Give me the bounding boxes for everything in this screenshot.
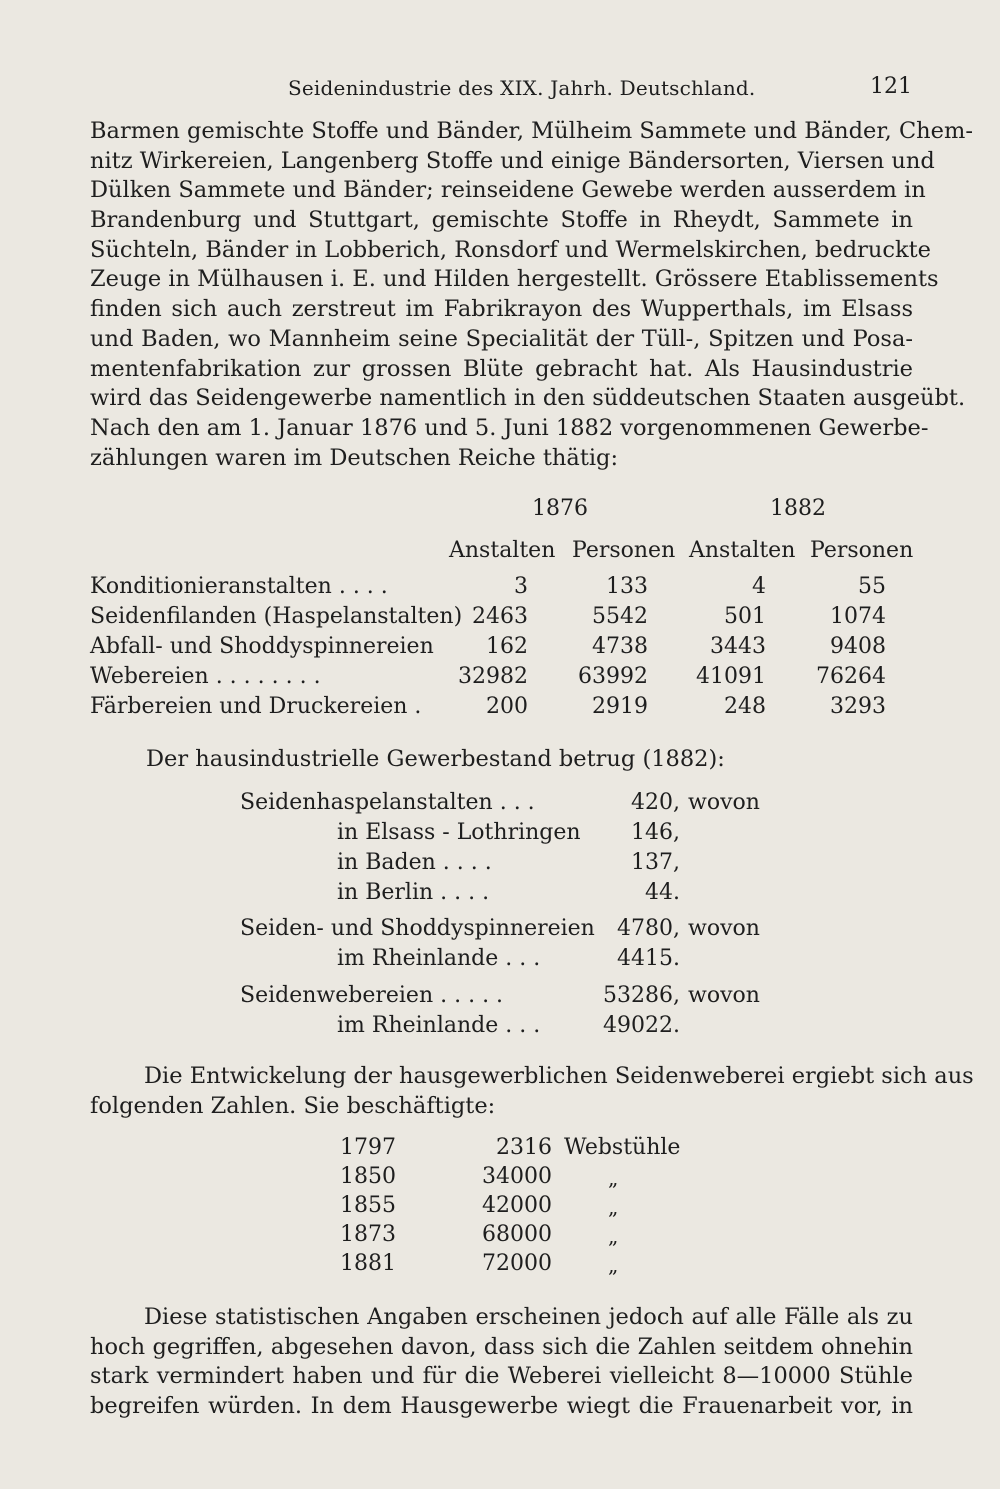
ditto-mark: „: [608, 1224, 619, 1248]
row-label: Seidenwebereien . . . . .: [240, 983, 504, 1008]
year-header-1876: 1876: [532, 496, 588, 521]
subheader-anstalten: Anstalten: [449, 538, 556, 563]
table-cell: 3: [514, 574, 528, 599]
paragraph-3: [90, 1303, 913, 1422]
count-cell: 68000: [482, 1222, 552, 1247]
row-label: Webereien . . . . . . . .: [90, 664, 321, 689]
text-line: mentenfabrikation zur grossen Blüte gebracht hat. Als Hausindustrie: [90, 355, 913, 382]
row-note: wovon: [688, 790, 760, 815]
text-line: Süchteln, Bänder in Lobberich, Ronsdorf und Wermelskirchen, bedruckte: [90, 236, 931, 263]
text-line: Barmen gemischte Stoffe und Bänder, Mülheim Sammete und Bänder, Chem-: [90, 118, 973, 144]
running-title: Seidenindustrie des XIX. Jahrh. Deutschland.: [288, 76, 756, 100]
table-cell: 501: [724, 604, 766, 629]
ditto-mark: „: [608, 1253, 619, 1277]
table-cell: 200: [486, 694, 528, 719]
row-label: in Elsass - Lothringen: [337, 820, 581, 845]
text-line: hoch gegriffen, abgesehen davon, dass sich die Zahlen seitdem ohnehin: [90, 1333, 913, 1360]
table-cell: 32982: [458, 664, 528, 689]
text-line: begreifen würden. In dem Hausgewerbe wiegt die Frauenarbeit vor, in: [90, 1393, 913, 1420]
table-cell: 4415.: [617, 946, 680, 971]
table-cell: 137,: [631, 850, 680, 875]
text-line: wird das Seidengewerbe namentlich in den süddeutschen Staaten ausgeübt.: [90, 385, 966, 412]
subheader-personen: Personen: [572, 538, 676, 563]
text-line: folgenden Zahlen. Sie beschäftigte:: [90, 1092, 496, 1119]
table-cell: 5542: [592, 604, 648, 629]
text-line: Nach den am 1. Januar 1876 und 5. Juni 1882 vorgenommenen Gewerbe-: [90, 414, 929, 441]
row-note: wovon: [688, 983, 760, 1008]
ditto-mark: „: [608, 1195, 619, 1219]
text-line: Brandenburg und Stuttgart, gemischte Stoffe in Rheydt, Sammete in: [90, 207, 913, 234]
row-label: Konditionieranstalten . . . .: [90, 574, 388, 599]
count-cell: 2316: [496, 1135, 552, 1160]
hausindustrie-intro: Der hausindustrielle Gewerbestand betrug (1882):: [146, 746, 725, 772]
count-cell: 42000: [482, 1193, 552, 1218]
count-cell: 72000: [482, 1251, 552, 1276]
table-cell: 4738: [592, 634, 648, 659]
text-line: zählungen waren im Deutschen Reiche thätig:: [90, 444, 619, 471]
row-label: in Baden . . . .: [337, 850, 492, 875]
paragraph-2: [90, 1062, 974, 1121]
text-line: Die Entwickelung der hausgewerblichen Seidenweberei ergiebt sich aus: [144, 1063, 974, 1089]
row-label: Seiden- und Shoddyspinnereien: [240, 916, 595, 941]
year-cell: 1797: [340, 1135, 396, 1160]
year-cell: 1881: [340, 1251, 396, 1276]
year-cell: 1850: [340, 1164, 396, 1189]
table-cell: 146,: [631, 820, 680, 845]
subheader-personen: Personen: [810, 538, 914, 563]
table-cell: 420,: [631, 790, 680, 815]
row-label: Seidenhaspelanstalten . . .: [240, 790, 535, 815]
text-line: nitz Wirkereien, Langenberg Stoffe und einige Bändersorten, Viersen und: [90, 147, 935, 174]
text-line: und Baden, wo Mannheim seine Specialität der Tüll-, Spitzen und Posa-: [90, 325, 913, 352]
table-cell: 53286,: [603, 983, 680, 1008]
table-cell: 76264: [816, 664, 886, 689]
table-cell: 4: [752, 574, 766, 599]
year-cell: 1855: [340, 1193, 396, 1218]
page-number: 121: [870, 74, 912, 99]
table-cell: 63992: [578, 664, 648, 689]
year-cell: 1873: [340, 1222, 396, 1247]
row-label: im Rheinlande . . .: [337, 1013, 541, 1038]
table-cell: 55: [858, 574, 886, 599]
row-label: Abfall- und Shoddyspinnereien: [90, 634, 434, 659]
subheader-anstalten: Anstalten: [689, 538, 796, 563]
table-cell: 3443: [710, 634, 766, 659]
census-table: [0, 496, 1000, 726]
table-cell: 133: [606, 574, 648, 599]
table-cell: 49022.: [603, 1013, 680, 1038]
text-line: stark vermindert haben und für die Weberei vielleicht 8—10000 Stühle: [90, 1363, 913, 1390]
row-note: wovon: [688, 916, 760, 941]
row-label: in Berlin . . . .: [337, 880, 490, 905]
ditto-mark: „: [608, 1166, 619, 1190]
text-line: finden sich auch zerstreut im Fabrikrayon des Wupperthals, im Elsass: [90, 296, 913, 323]
table-cell: 44.: [645, 880, 680, 905]
year-header-1882: 1882: [770, 496, 826, 521]
row-label: im Rheinlande . . .: [337, 946, 541, 971]
table-cell: 162: [486, 634, 528, 659]
count-cell: 34000: [482, 1164, 552, 1189]
row-label: Seidenfilanden (Haspelanstalten): [90, 604, 463, 629]
table-cell: 41091: [696, 664, 766, 689]
table-cell: 3293: [830, 694, 886, 719]
page-header: [0, 74, 1000, 104]
table-cell: 1074: [830, 604, 886, 629]
table-cell: 9408: [830, 634, 886, 659]
table-cell: 248: [724, 694, 766, 719]
table-cell: 2919: [592, 694, 648, 719]
unit-cell: Webstühle: [564, 1135, 681, 1160]
loom-table: [0, 1135, 1000, 1285]
table-cell: 2463: [472, 604, 528, 629]
text-line: Dülken Sammete und Bänder; reinseidene Gewebe werden ausserdem in: [90, 177, 926, 204]
text-line: Diese statistischen Angaben erscheinen jedoch auf alle Fälle als zu: [144, 1304, 913, 1330]
row-label: Färbereien und Druckereien .: [90, 694, 422, 719]
paragraph-1: [90, 117, 973, 473]
table-cell: 4780,: [617, 916, 680, 941]
hausindustrie-table: [0, 790, 1000, 1040]
text-line: Zeuge in Mülhausen i. E. und Hilden hergestellt. Grössere Etablissements: [90, 266, 939, 293]
